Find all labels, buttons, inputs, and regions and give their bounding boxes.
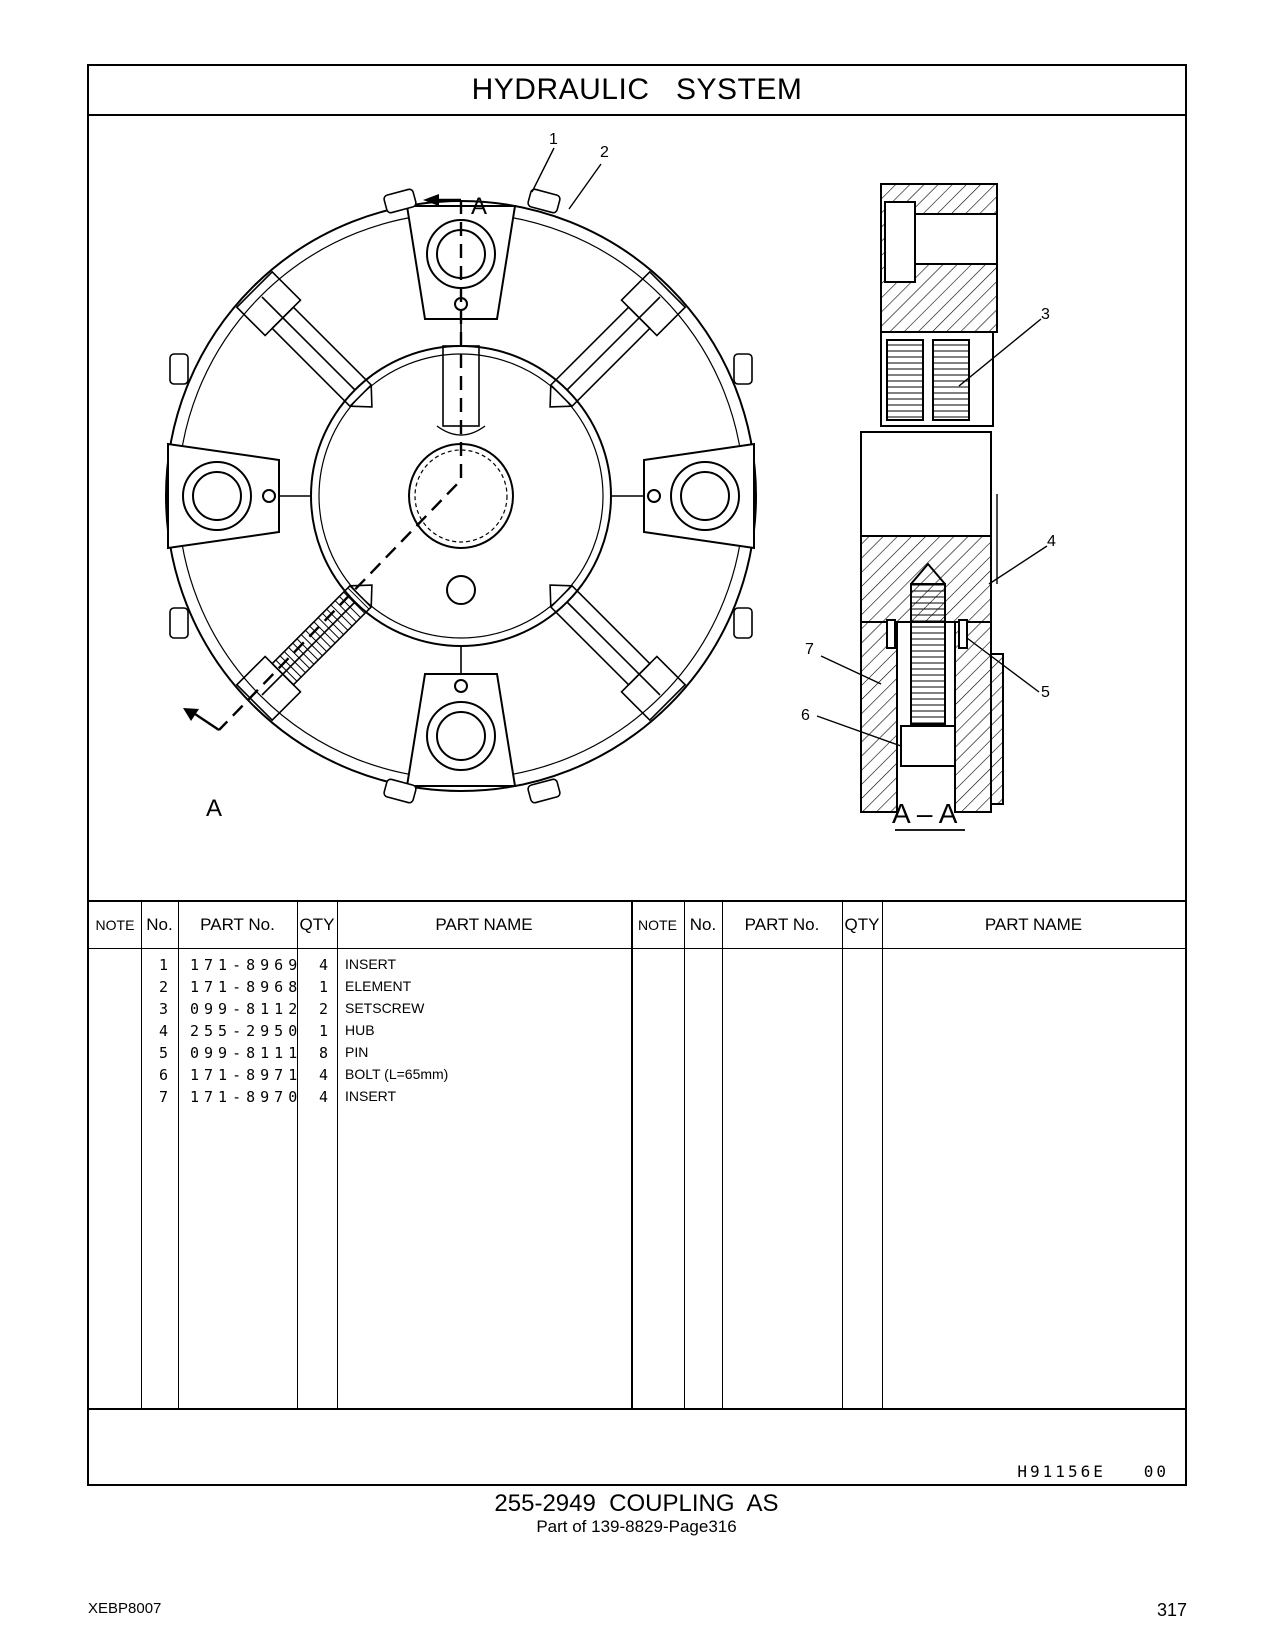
callout-5: 5 — [1041, 684, 1050, 701]
part-number: 099-8111 — [190, 1044, 303, 1062]
parts-drawing — [89, 114, 1185, 900]
callout-7: 7 — [805, 641, 814, 658]
part-number: 171-8969 — [190, 956, 303, 974]
header-no: No. — [146, 915, 173, 934]
section-marker-bottom: A — [206, 795, 223, 822]
table-row — [89, 996, 1185, 1019]
group-subtitle: Part of 139-8829-Page316 — [536, 1517, 737, 1536]
table-row — [89, 1084, 1185, 1107]
page-frame — [87, 64, 1187, 1486]
table-row — [89, 1040, 1185, 1063]
header-part-name-2: PART NAME — [984, 915, 1083, 934]
coupling-illustration — [89, 114, 1185, 900]
document-id: XEBP8007 — [88, 1600, 162, 1617]
part-number: 171-8971 — [190, 1066, 303, 1084]
header-part-no: PART No. — [200, 915, 275, 934]
quantity: 1 — [319, 1022, 329, 1040]
parts-table — [89, 900, 1185, 1410]
header-note-2: NOTE — [638, 917, 677, 933]
illustration-code: H91156E 00 — [1017, 1462, 1169, 1481]
quantity: 8 — [319, 1044, 329, 1062]
header-part-no-2: PART No. — [744, 915, 820, 934]
header-qty: QTY — [299, 915, 335, 934]
item-number: 7 — [159, 1088, 169, 1106]
callout-3: 3 — [1041, 306, 1050, 323]
part-name: ELEMENT — [345, 978, 412, 994]
part-number: 171-8970 — [190, 1088, 303, 1106]
callout-6: 6 — [801, 707, 810, 724]
section-label: A – A — [892, 798, 958, 829]
quantity: 4 — [319, 1066, 329, 1084]
header-part-name: PART NAME — [435, 915, 533, 934]
header-qty-2: QTY — [844, 915, 880, 934]
header-no-2: No. — [689, 915, 717, 934]
part-name: INSERT — [345, 1088, 397, 1104]
header-note: NOTE — [95, 917, 135, 933]
section-view — [817, 184, 1047, 830]
part-name: HUB — [345, 1022, 375, 1038]
item-number: 3 — [159, 1000, 169, 1018]
quantity: 4 — [319, 956, 329, 974]
item-number: 5 — [159, 1044, 169, 1062]
item-number: 2 — [159, 978, 169, 996]
part-number: 255-2950 — [190, 1022, 303, 1040]
table-header — [89, 902, 1185, 949]
item-number: 6 — [159, 1066, 169, 1084]
front-view — [166, 148, 756, 804]
part-name: BOLT (L=65mm) — [345, 1066, 449, 1082]
quantity: 4 — [319, 1088, 329, 1106]
callout-1: 1 — [549, 131, 558, 148]
callout-2: 2 — [600, 144, 609, 161]
group-title: 255-2949 COUPLING AS — [494, 1490, 779, 1517]
section-marker-top: A — [471, 193, 488, 220]
quantity: 2 — [319, 1000, 329, 1018]
table-row — [89, 1018, 1185, 1041]
page-number: 317 — [1156, 1600, 1187, 1620]
table-row — [89, 974, 1185, 997]
part-name: PIN — [345, 1044, 369, 1060]
part-number: 099-8112 — [190, 1000, 303, 1018]
part-number: 171-8968 — [190, 978, 303, 996]
table-row — [89, 952, 1185, 975]
item-number: 1 — [159, 956, 169, 974]
part-name: INSERT — [345, 956, 397, 972]
table-row — [89, 1062, 1185, 1085]
page-title: HYDRAULIC SYSTEM — [89, 66, 1185, 116]
quantity: 1 — [319, 978, 329, 996]
part-name: SETSCREW — [345, 1000, 425, 1016]
item-number: 4 — [159, 1022, 169, 1040]
callout-4: 4 — [1047, 533, 1056, 550]
